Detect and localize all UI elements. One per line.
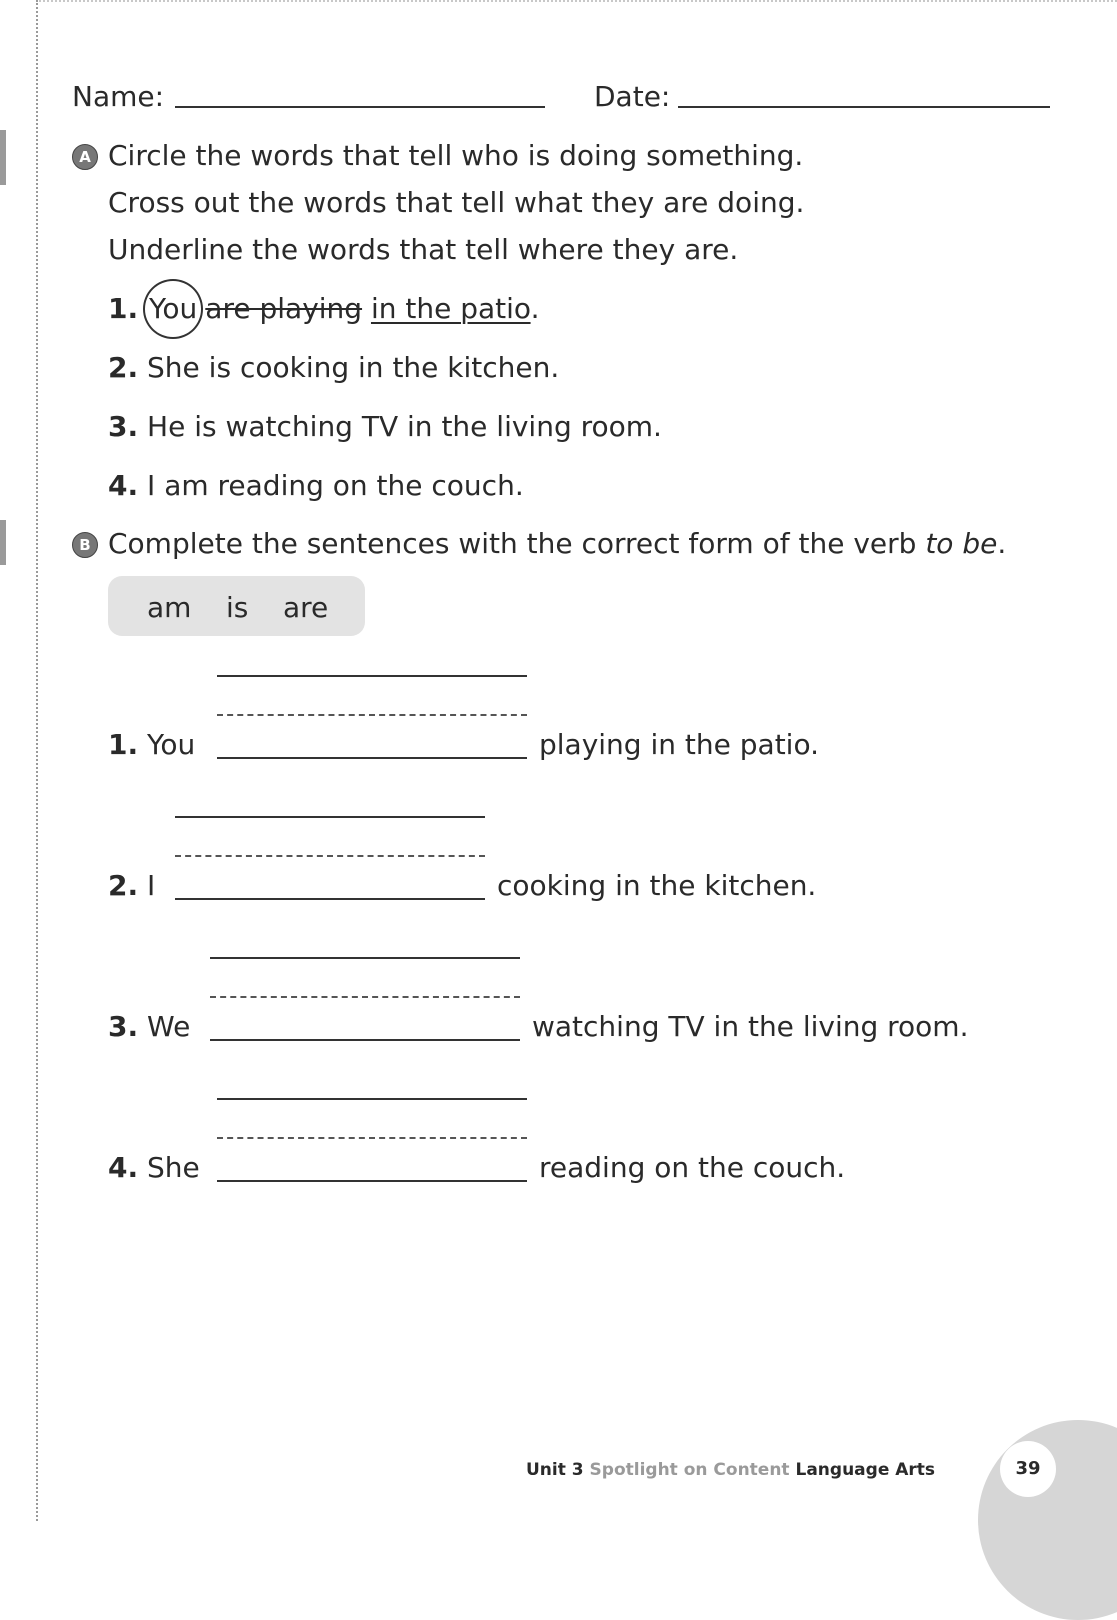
- item-number: 4.: [108, 469, 139, 502]
- answer-blank[interactable]: [210, 1039, 520, 1041]
- underlined-words: in the patio: [370, 292, 531, 325]
- item-subject: She: [147, 1151, 200, 1184]
- instruction-end: .: [997, 527, 1007, 560]
- item-subject: I: [147, 869, 156, 902]
- sentence-text[interactable]: He is watching TV in the living room.: [147, 410, 662, 443]
- item-number: 4.: [108, 1151, 139, 1184]
- item-rest: cooking in the kitchen.: [497, 869, 817, 902]
- answer-blank[interactable]: [217, 1180, 527, 1182]
- margin-border: [36, 0, 38, 1521]
- circled-word: You: [143, 279, 203, 339]
- footer-text: [526, 1460, 935, 1480]
- handwriting-top-line: [217, 1098, 527, 1100]
- item-rest: watching TV in the living room.: [532, 1010, 969, 1043]
- fill-item: [108, 869, 156, 902]
- word-bank-word: is: [226, 591, 249, 624]
- item-number: 2.: [108, 869, 139, 902]
- fill-item: [108, 1010, 191, 1043]
- example-item: [108, 292, 540, 325]
- binding-mark: [0, 520, 6, 565]
- fill-item: [108, 728, 196, 761]
- binding-mark: [0, 130, 6, 185]
- item-subject: We: [147, 1010, 191, 1043]
- handwriting-mid-line: [175, 855, 485, 857]
- instruction-line: Underline the words that tell where they are.: [108, 233, 739, 266]
- section-b-instruction: [108, 527, 1007, 560]
- handwriting-mid-line: [210, 996, 520, 998]
- sentence-text[interactable]: I am reading on the couch.: [147, 469, 524, 502]
- item-number: 3.: [108, 1010, 139, 1043]
- sentence-item[interactable]: [108, 469, 524, 502]
- answer-blank[interactable]: [217, 757, 527, 759]
- item-rest: playing in the patio.: [539, 728, 819, 761]
- item-number: 1.: [108, 728, 139, 761]
- fill-item: [108, 1151, 200, 1184]
- handwriting-mid-line: [217, 1137, 527, 1139]
- word-bank-word: are: [283, 591, 329, 624]
- page-number: 39: [1000, 1441, 1056, 1497]
- instruction-italic: to be: [925, 527, 998, 560]
- sentence-item[interactable]: [108, 351, 560, 384]
- handwriting-top-line: [210, 957, 520, 959]
- item-subject: You: [147, 728, 196, 761]
- sentence-item[interactable]: [108, 410, 662, 443]
- handwriting-top-line: [217, 675, 527, 677]
- date-field[interactable]: [678, 106, 1050, 108]
- name-label: Name:: [72, 80, 165, 113]
- crossed-words: are playing: [205, 292, 363, 325]
- handwriting-top-line: [175, 816, 485, 818]
- handwriting-mid-line: [217, 714, 527, 716]
- example-period: .: [530, 292, 540, 325]
- instruction-text: Complete the sentences with the correct form of the verb: [108, 527, 926, 560]
- name-field[interactable]: [175, 106, 545, 108]
- answer-blank[interactable]: [175, 898, 485, 900]
- date-label: Date:: [594, 80, 671, 113]
- instruction-line: Circle the words that tell who is doing something.: [108, 139, 804, 172]
- item-number: 3.: [108, 410, 139, 443]
- sentence-text[interactable]: She is cooking in the kitchen.: [147, 351, 560, 384]
- footer-spotlight: Spotlight on Content: [589, 1460, 790, 1480]
- footer-unit: Unit 3: [526, 1460, 584, 1480]
- word-bank-word: am: [147, 591, 192, 624]
- section-a-badge: A: [72, 144, 98, 170]
- section-b-badge: B: [72, 532, 98, 558]
- footer-subject: Language Arts: [795, 1460, 936, 1480]
- item-number: 1.: [108, 292, 139, 325]
- item-number: 2.: [108, 351, 139, 384]
- instruction-line: Cross out the words that tell what they are doing.: [108, 186, 805, 219]
- item-rest: reading on the couch.: [539, 1151, 846, 1184]
- top-border: [36, 0, 1117, 2]
